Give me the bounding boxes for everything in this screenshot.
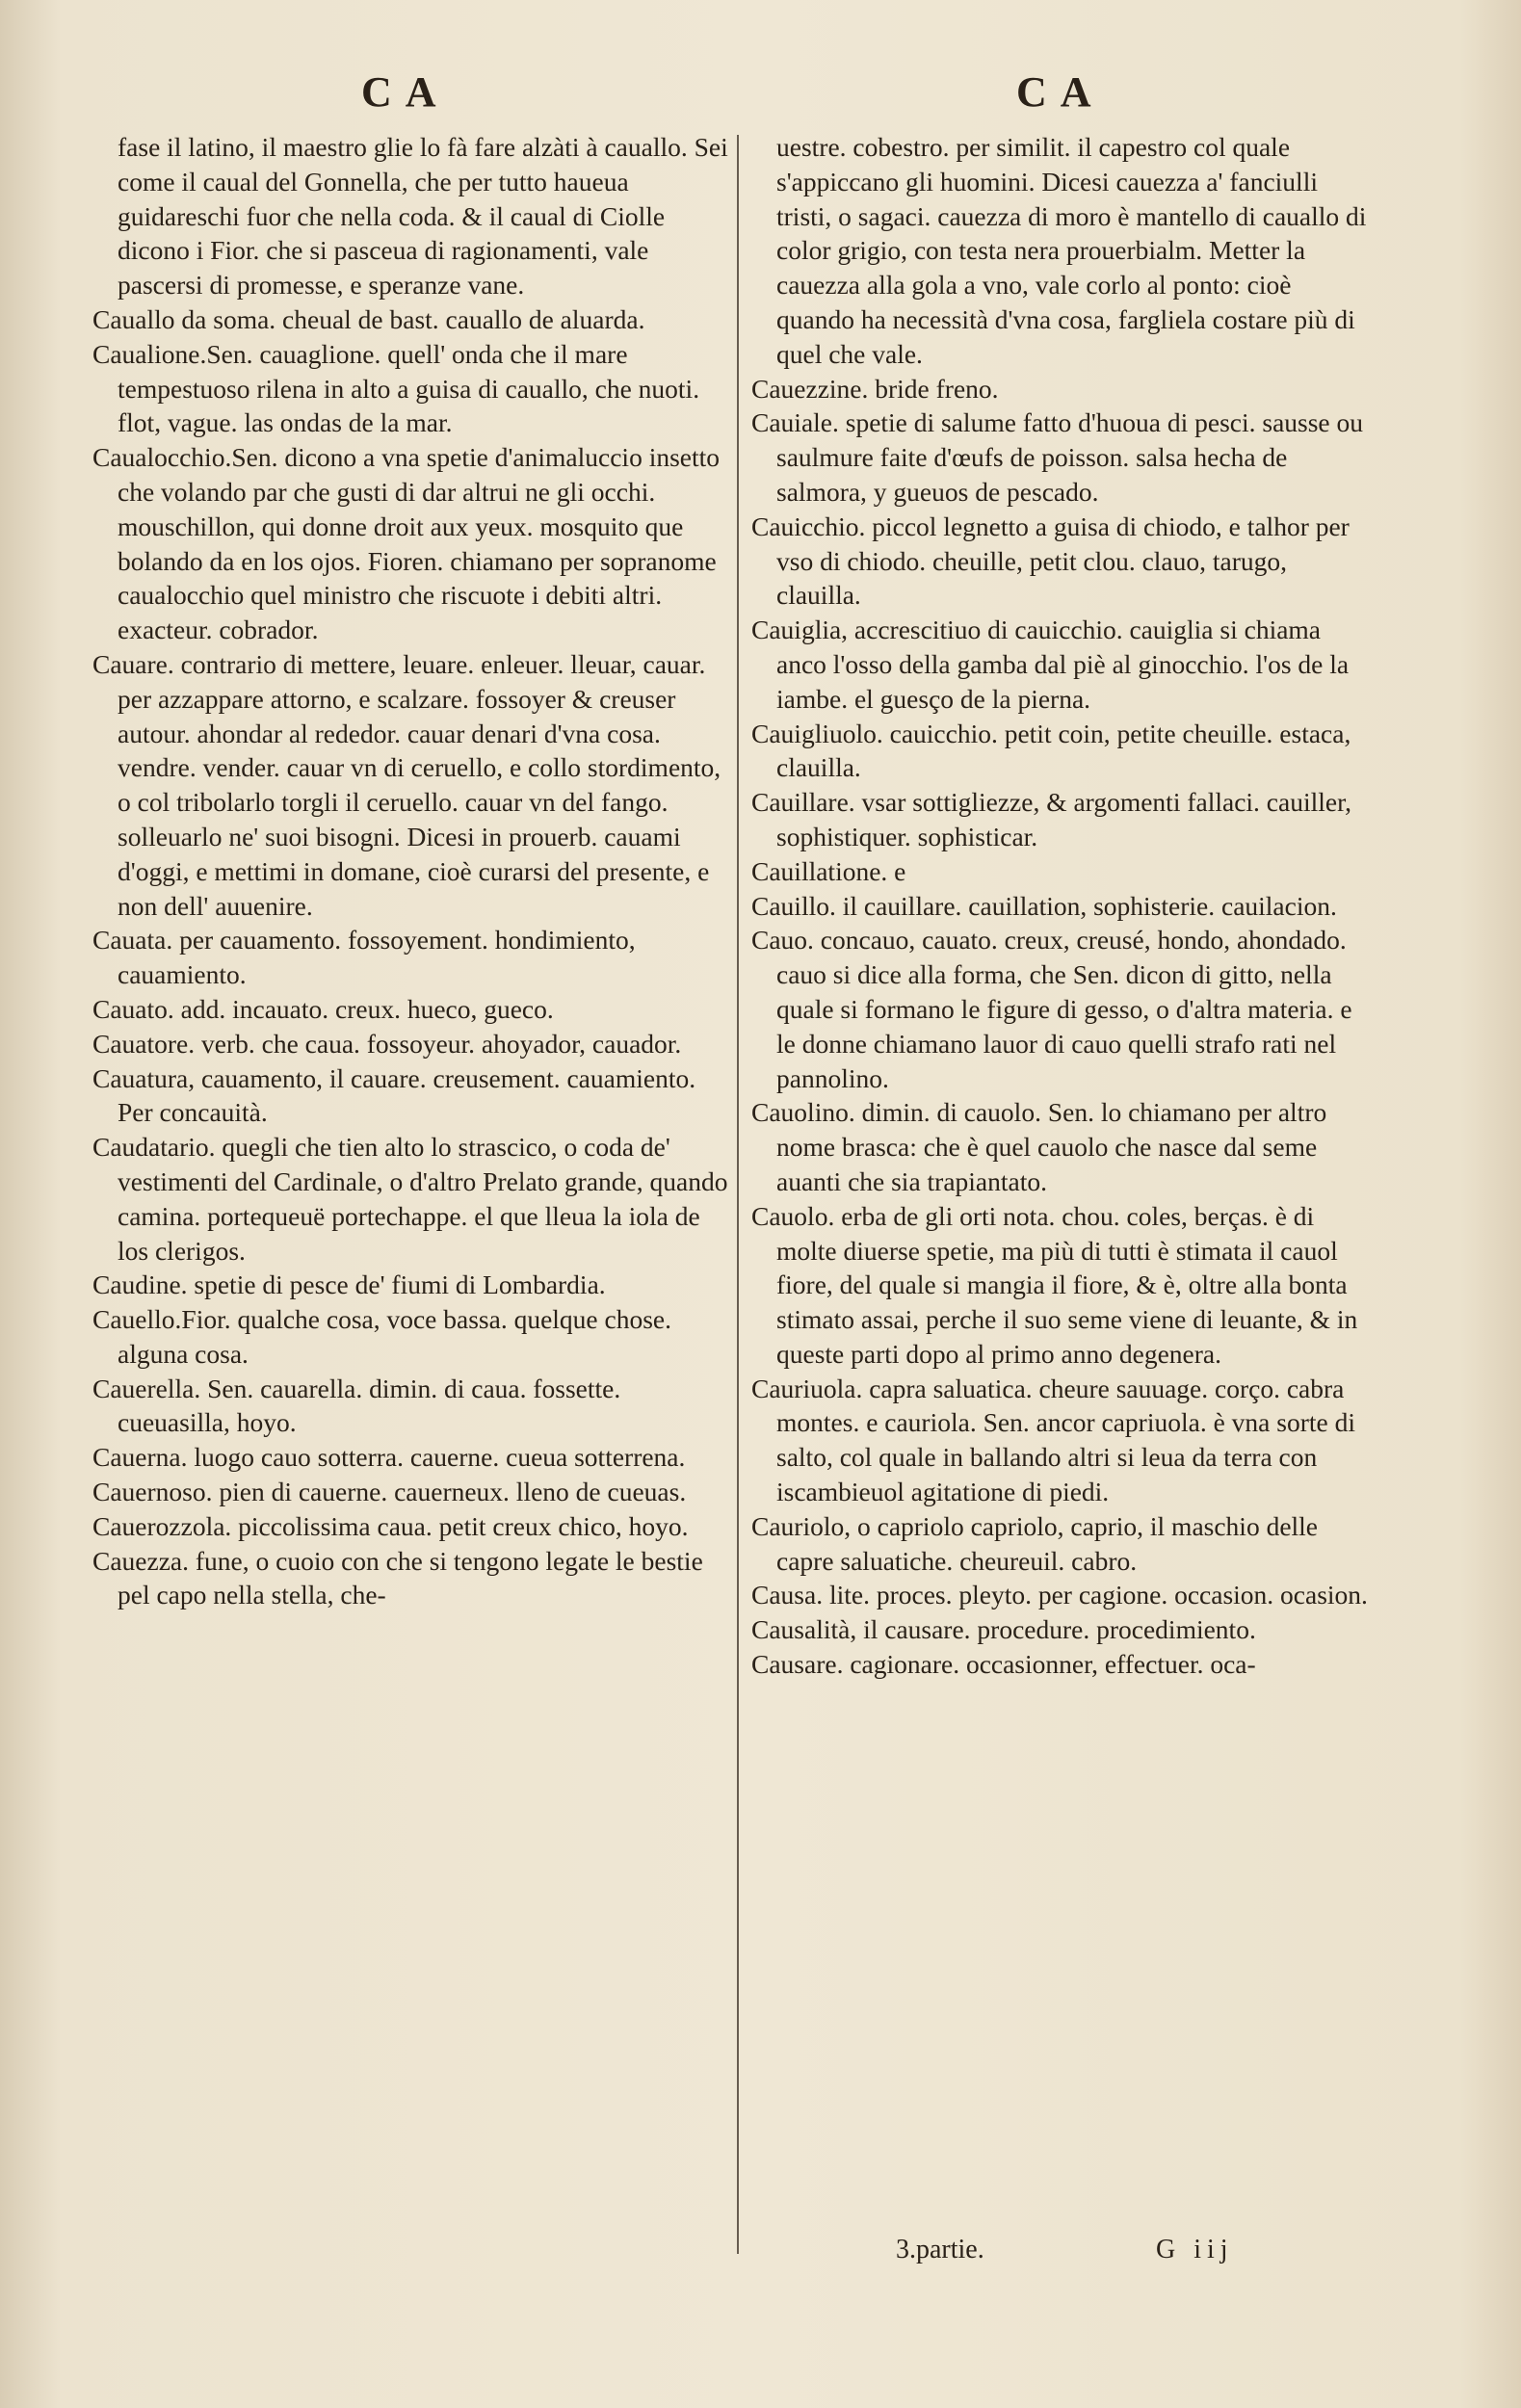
dictionary-entry: uestre. cobestro. per similit. il capestro col quale s'appiccano gli huomini. Dicesi cauezza a' fanciulli tristi, o sagaci. cauezza di moro è mantello di cauallo di color grigio, con testa nera prouerbialm. Metter la cauezza alla gola a vno, vale corlo al ponto: cioè quando ha necessità d'vna cosa, fargliela costare più di quel che vale. bbox=[776, 132, 1367, 369]
dictionary-entry: Cauatura, cauamento, il cauare. creusement. cauamiento. Per concauità. bbox=[92, 1062, 696, 1128]
dictionary-entry: Caudine. spetie di pesce de' fiumi di Lombardia. bbox=[92, 1269, 606, 1300]
dictionary-entry: Cauata. per cauamento. fossoyement. hondimiento, cauamiento. bbox=[92, 925, 636, 990]
dictionary-entry: Causalità, il causare. procedure. procedimiento. bbox=[751, 1614, 1256, 1645]
dictionary-entry: Cauolo. erba de gli orti nota. chou. coles, berças. è di molte diuerse spetie, ma più di tutti è stimata il cauol fiore, del quale si mangia il fiore, & è, oltre alla bonta stimato assai, perche il suo seme viene di leuante, & in queste parti dopo al primo anno degenera. bbox=[751, 1200, 1358, 1369]
column-divider bbox=[737, 135, 739, 2254]
dictionary-entry: Causa. lite. proces. pleyto. per cagione. occasion. ocasion. bbox=[751, 1580, 1368, 1610]
dictionary-entry: Cauerozzola. piccolissima caua. petit creux chico, hoyo. bbox=[92, 1510, 689, 1541]
dictionary-entry: Cauo. concauo, cauato. creux, creusé, hondo, ahondado. cauo si dice alla forma, che Sen. dicon di gitto, nella quale si formano le figure di gesso, o d'altra materia. e le donne chiamano lauor di cauo quelli strafo rati nel pannolino. bbox=[751, 925, 1352, 1093]
dictionary-entry: Cauezza. fune, o cuoio con che si tengono legate le bestie pel capo nella stella, che- bbox=[92, 1545, 703, 1610]
right-column bbox=[751, 130, 1368, 1682]
dictionary-entry: Cauriolo, o capriolo capriolo, caprio, il maschio delle capre saluatiche. cheureuil. cabro. bbox=[751, 1510, 1319, 1576]
dictionary-entry: Cauigliuolo. cauicchio. petit coin, petite cheuille. estaca, clauilla. bbox=[751, 718, 1351, 783]
dictionary-entry: Caualocchio.Sen. dicono a vna spetie d'animaluccio insetto che volando par che gusti di dar altrui ne gli occhi. mouschillon, qui donne droit aux yeux. mosquito que bolando da en los ojos. Fioren. chiamano per sopranome caualocchio quel ministro che riscuote i debiti altri. exacteur. cobrador. bbox=[92, 442, 721, 645]
dictionary-entry: Cauicchio. piccol legnetto a guisa di chiodo, e talhor per vso di chiodo. cheuille, petit clou. clauo, tarugo, clauilla. bbox=[751, 510, 1350, 611]
left-column bbox=[92, 130, 728, 1612]
dictionary-entry: Cauare. contrario di mettere, leuare. enleuer. lleuar, cauar. per azzappare attorno, e scalzare. fossoyer & creuser autour. ahondar al rededor. cauar denari d'vna cosa. vendre. vender. cauar vn di ceruello, e collo stordimento, o col tribolarlo torgli il ceruello. cauar vn del fango. solleuarlo ne' suoi bisogni. Dicesi in prouerb. cauami d'oggi, e mettimi in domane, cioè curarsi del presente, e non dell' auuenire. bbox=[92, 648, 721, 921]
dictionary-entry: Cauernoso. pien di cauerne. cauerneux. lleno de cueuas. bbox=[92, 1477, 687, 1507]
signature-mark: 3.partie. bbox=[896, 2235, 984, 2264]
dictionary-entry: Cauolino. dimin. di cauolo. Sen. lo chiamano per altro nome brasca: che è quel cauolo che nasce dal seme auanti che sia trapiantato. bbox=[751, 1097, 1327, 1196]
left-header: CA bbox=[361, 68, 450, 116]
dictionary-entry: Causare. cagionare. occasionner, effectuer. oca- bbox=[751, 1649, 1256, 1680]
dictionary-entry: Cauatore. verb. che caua. fossoyeur. ahoyador, cauador. bbox=[92, 1028, 682, 1059]
dictionary-entry: Cauillatione. e bbox=[751, 855, 906, 886]
dictionary-entry: Caualione.Sen. cauaglione. quell' onda che il mare tempestuoso rilena in alto a guisa di cauallo, che nuoti. flot, vague. las ondas de la mar. bbox=[92, 338, 700, 438]
dictionary-entry: Cauillare. vsar sottigliezze, & argomenti fallaci. cauiller, sophistiquer. sophisticar. bbox=[751, 787, 1352, 851]
dictionary-entry: Cauezzine. bride freno. bbox=[751, 373, 999, 404]
dictionary-entry: fase il latino, il maestro glie lo fà fare alzàti à cauallo. Sei come il caual del Gonnella, che per tutto haueua guidareschi fuor che nella coda. & il caual di Ciolle dicono i Fior. che si pasceua di ragionamenti, vale pascersi di promesse, e speranze vane. bbox=[118, 132, 728, 301]
dictionary-entry: Cauerella. Sen. cauarella. dimin. di caua. fossette. cueuasilla, hoyo. bbox=[92, 1373, 621, 1438]
dictionary-entry: Cauato. add. incauato. creux. hueco, gueco. bbox=[92, 993, 554, 1024]
dictionary-entry: Caudatario. quegli che tien alto lo strascico, o coda de' vestimenti del Cardinale, o d'altro Prelato grande, quando camina. portequeuë portechappe. el que lleua la iola de los clerigos. bbox=[92, 1132, 728, 1266]
dictionary-entry: Cauiglia, accrescitiuo di cauicchio. cauiglia si chiama anco l'osso della gamba dal piè al ginocchio. l'os de la iambe. el guesço de la pierna. bbox=[751, 615, 1350, 714]
dictionary-entry: Cauerna. luogo cauo sotterra. cauerne. cueua sotterrena. bbox=[92, 1442, 686, 1473]
dictionary-entry: Cauallo da soma. cheual de bast. cauallo de aluarda. bbox=[92, 303, 645, 334]
gathering-number: G iij bbox=[1156, 2235, 1234, 2264]
dictionary-entry: Cauello.Fior. qualche cosa, voce bassa. quelque chose. alguna cosa. bbox=[92, 1304, 671, 1369]
dictionary-entry: Cauiale. spetie di salume fatto d'huoua di pesci. sausse ou saulmure faite d'œufs de poisson. salsa hecha de salmora, y gueuos de pescado. bbox=[751, 407, 1364, 507]
dictionary-entry: Cauillo. il cauillare. cauillation, sophisterie. cauilacion. bbox=[751, 890, 1337, 921]
right-header: CA bbox=[1016, 68, 1105, 116]
dictionary-entry: Cauriuola. capra saluatica. cheure sauuage. corço. cabra montes. e cauriola. Sen. ancor capriuola. è vna sorte di salto, col quale in ballando altri si leua da terra con iscambieuol agitatione di piedi. bbox=[751, 1373, 1355, 1507]
